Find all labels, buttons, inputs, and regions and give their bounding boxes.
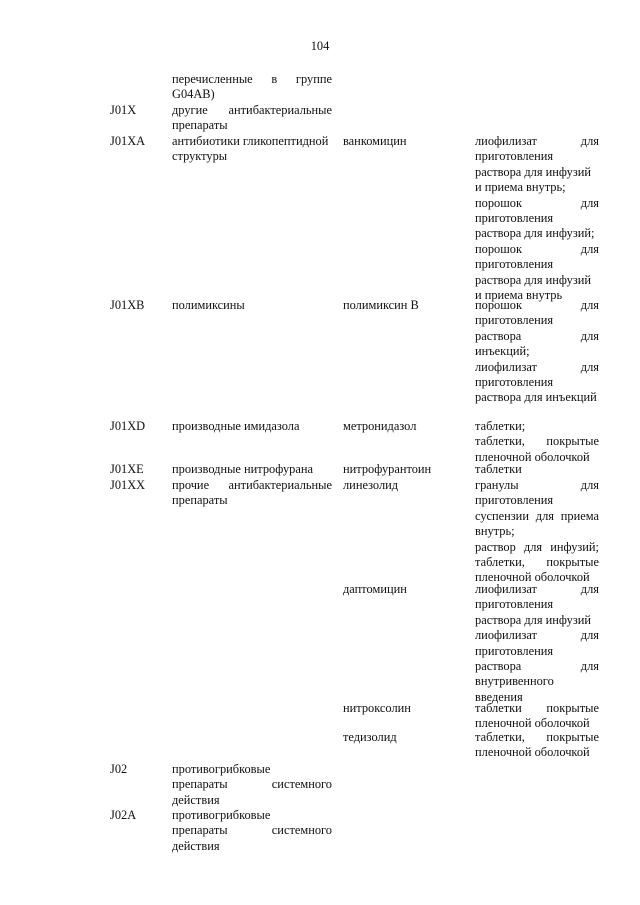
group-description	[172, 419, 332, 434]
dosage-form-line: приготовления	[475, 210, 554, 225]
dosage-forms	[475, 701, 599, 732]
dosage-forms	[475, 582, 599, 705]
drug-name: нитроксолин	[343, 701, 411, 715]
dosage-form-line: раствора для	[475, 658, 599, 673]
dosage-forms	[475, 298, 599, 406]
dosage-form-line: таблетки, покрытые	[475, 554, 599, 569]
group-description	[172, 72, 332, 103]
dosage-form-line: порошок для	[475, 298, 599, 312]
dosage-form-line: раствор для инфузий;	[475, 539, 599, 554]
dosage-form-line: и приема внутрь	[475, 287, 563, 302]
dosage-form-line: порошок для	[475, 241, 599, 256]
description-line: полимиксины	[172, 298, 245, 312]
dosage-form-line: инъекций;	[475, 344, 530, 359]
dosage-forms	[475, 478, 599, 586]
description-line: перечисленные в группе	[172, 72, 332, 86]
description-line: действия	[172, 838, 220, 853]
atc-code: J01XD	[110, 419, 146, 433]
dosage-form-line: раствора для инъекций	[475, 390, 597, 405]
dosage-form-line: лиофилизат для	[475, 359, 599, 374]
description-line: препараты системного	[172, 777, 332, 792]
dosage-form-line: суспензии для приема	[475, 508, 599, 523]
dosage-form-line: раствора для инфузий;	[475, 226, 595, 241]
dosage-form-line: раствора для инфузий	[475, 164, 591, 179]
page-number: 104	[310, 39, 330, 53]
dosage-form-line: пленочной оболочкой	[475, 716, 590, 731]
dosage-form-line: введения	[475, 689, 523, 704]
description-line: препараты системного	[172, 823, 332, 838]
dosage-form-line: лиофилизат для	[475, 134, 599, 148]
atc-code: J02A	[110, 808, 137, 822]
dosage-form-line: раствора для инфузий	[475, 272, 591, 287]
dosage-form-line: пленочной оболочкой	[475, 745, 590, 760]
dosage-form-line: и приема внутрь;	[475, 180, 566, 195]
atc-code: J01XA	[110, 134, 146, 148]
atc-code: J01XE	[110, 462, 144, 476]
dosage-form-line: порошок для	[475, 195, 599, 210]
dosage-forms	[475, 419, 599, 465]
drug-name: даптомицин	[343, 582, 407, 596]
drug-name: ванкомицин	[343, 134, 407, 148]
dosage-form-line: таблетки	[475, 462, 522, 476]
description-line: препараты	[172, 118, 228, 133]
group-description	[172, 462, 332, 477]
dosage-form-line: раствора для инфузий	[475, 612, 591, 627]
group-description	[172, 103, 332, 134]
description-line: прочие антибактериальные	[172, 478, 332, 492]
description-line: препараты	[172, 493, 228, 508]
atc-code: J01XB	[110, 298, 145, 312]
dosage-form-line: таблетки покрытые	[475, 701, 599, 715]
dosage-form-line: внутривенного	[475, 674, 554, 689]
description-line: структуры	[172, 149, 228, 164]
group-description	[172, 808, 332, 854]
dosage-form-line: раствора для	[475, 328, 599, 343]
dosage-form-line: приготовления	[475, 257, 554, 272]
dosage-form-line: внутрь;	[475, 524, 515, 539]
atc-code: J01XX	[110, 478, 146, 492]
dosage-form-line: таблетки, покрытые	[475, 730, 599, 744]
group-description	[172, 134, 332, 165]
dosage-form-line: приготовления	[475, 374, 554, 389]
group-description	[172, 762, 332, 808]
description-line: производные нитрофурана	[172, 462, 313, 476]
description-line: G04AB)	[172, 87, 215, 102]
dosage-form-line: приготовления	[475, 643, 554, 658]
atc-code: J02	[110, 762, 128, 776]
group-description	[172, 298, 332, 313]
dosage-form-line: таблетки;	[475, 419, 526, 433]
drug-name: метронидазол	[343, 419, 417, 433]
description-line: противогрибковые	[172, 808, 271, 822]
dosage-form-line: приготовления	[475, 313, 554, 328]
dosage-form-line: лиофилизат для	[475, 582, 599, 596]
drug-name: линезолид	[343, 478, 399, 492]
dosage-forms	[475, 462, 599, 477]
drug-name: полимиксин В	[343, 298, 419, 312]
description-line: производные имидазола	[172, 419, 300, 433]
drug-name: тедизолид	[343, 730, 397, 744]
description-line: другие антибактериальные	[172, 103, 332, 117]
group-description	[172, 478, 332, 509]
dosage-form-line: лиофилизат для	[475, 628, 599, 643]
description-line: антибиотики гликопептидной	[172, 134, 329, 148]
dosage-form-line: пленочной оболочкой	[475, 449, 590, 464]
dosage-forms	[475, 134, 599, 303]
dosage-form-line: пленочной оболочкой	[475, 570, 590, 585]
dosage-form-line: приготовления	[475, 149, 554, 164]
dosage-form-line: приготовления	[475, 597, 554, 612]
description-line: действия	[172, 792, 220, 807]
dosage-form-line: таблетки, покрытые	[475, 434, 599, 449]
dosage-forms	[475, 730, 599, 761]
drug-name: нитрофурантоин	[343, 462, 432, 476]
description-line: противогрибковые	[172, 762, 271, 776]
atc-code: J01X	[110, 103, 137, 117]
dosage-form-line: гранулы для	[475, 478, 599, 492]
dosage-form-line: приготовления	[475, 493, 554, 508]
